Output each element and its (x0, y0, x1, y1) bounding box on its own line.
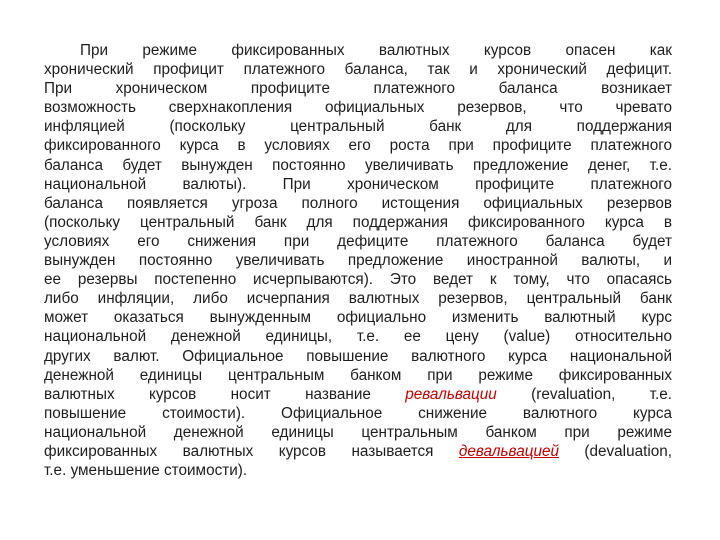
devaluation-term: девальвацией (458, 442, 559, 460)
paragraph-line: ее резервы постепенно исчерпываются). Это ведет к тому, что опасаясь (44, 271, 672, 289)
line-text: валютных курсов носит название (44, 385, 406, 403)
revaluation-term: ревальвации (405, 385, 497, 403)
paragraph-line: т.е. уменьшение стоимости). (44, 462, 248, 480)
paragraph-line: повышение стоимости). Официальное снижение валютного курса (44, 404, 672, 422)
paragraph-line: либо инфляции, либо исчерпания валютных резервов, центральный банк (44, 290, 672, 308)
line-text: фиксированных валютных курсов называется (44, 442, 459, 460)
paragraph-line: может оказаться вынужденным официально изменить валютный курс (44, 309, 672, 327)
paragraph-line: национальной денежной единицы, т.е. ее цену (value) относительно (44, 328, 672, 346)
paragraph-line: баланса будет вынужден постоянно увеличивать предложение денег, т.е. (44, 156, 672, 174)
paragraph-line: При хроническом профиците платежного баланса возникает (44, 80, 672, 98)
paragraph-line: (поскольку центральный банк для поддержания фиксированного курса в (44, 213, 672, 231)
paragraph-line: денежной единицы центральным банком при режиме фиксированных (44, 366, 672, 384)
paragraph-line: При режиме фиксированных валютных курсов опасен как (80, 42, 672, 59)
line-text: (devaluation, (558, 442, 673, 460)
main-paragraph (44, 41, 672, 480)
paragraph-line: хронический профицит платежного баланса, так и хронический дефицит. (44, 61, 672, 79)
paragraph-line: возможность сверхнакопления официальных резервов, что чревато (44, 99, 672, 117)
paragraph-line: фиксированного курса в условиях его роста при профиците платежного (44, 137, 672, 155)
paragraph-line-devaluation (44, 442, 672, 461)
paragraph-line: условиях его снижения при дефиците платежного баланса будет (44, 232, 672, 250)
line-text: (revaluation, т.е. (496, 385, 672, 403)
paragraph-line: инфляцией (поскольку центральный банк для поддержания (44, 118, 672, 136)
paragraph-line: вынужден постоянно увеличивать предложение иностранной валюты, и (44, 252, 672, 270)
paragraph-line: баланса появляется угроза полного истощения официальных резервов (44, 194, 672, 212)
paragraph-line-revaluation (44, 385, 672, 404)
paragraph-line: национальной денежной единицы центральным банком при режиме (44, 423, 672, 441)
paragraph-line: национальной валюты). При хроническом профиците платежного (44, 175, 672, 193)
paragraph-line: других валют. Официальное повышение валютного курса национальной (44, 347, 672, 365)
